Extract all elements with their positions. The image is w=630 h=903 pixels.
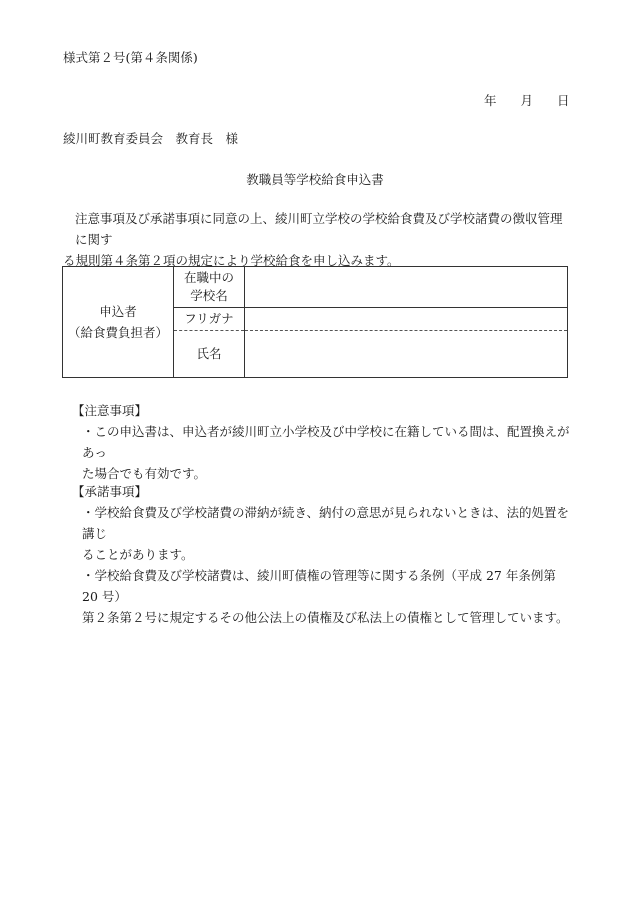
form-number: 様式第２号(第４条関係) [63,50,198,65]
applicant-label-cell [63,267,174,378]
intro-paragraph [63,208,573,271]
notes-section [72,400,572,484]
name-field[interactable] [245,331,568,378]
applicant-sublabel: （給食費負担者） [67,325,168,340]
applicant-label: 申込者 [99,304,137,319]
document-title: 教職員等学校給食申込書 [246,172,384,187]
furigana-label: フリガナ [174,308,245,331]
date-month-label: 月 [520,93,534,108]
addressee: 綾川町教育委員会 教育長 様 [63,131,239,146]
date-day-label: 日 [557,93,570,108]
name-label: 氏名 [174,331,245,378]
notes-heading: 【注意事項】 [72,403,148,418]
school-label-line-1: 在職中の [183,270,234,285]
consent-item-1-line-2: ることがあります。 [82,547,194,562]
consent-item-2-line-2: 第２条第２号に規定するその他公法上の債権及び私法上の債権として管理しています。 [82,610,569,625]
intro-line-1: 注意事項及び承諾事項に同意の上、綾川町立学校の学校給食費及び学校諸費の徴収管理に関す [75,211,563,247]
consent-item-2-line-1: ・学校給食費及び学校諸費は、綾川町債権の管理等に関する条例（平成 27 年条例第 20 号） [82,568,556,604]
notes-item-1-line-2: た場合でも有効です。 [82,466,207,481]
school-label-cell [174,267,245,308]
school-label-line-2: 学校名 [190,288,228,303]
consent-heading: 【承諾事項】 [72,484,148,499]
furigana-field[interactable] [245,308,568,331]
school-name-field[interactable] [245,267,568,308]
notes-item-1-line-1: ・この申込書は、申込者が綾川町立小学校及び中学校に在籍している間は、配置換えがあっ [82,424,570,460]
date-line [484,91,570,109]
date-year-label: 年 [484,93,497,108]
consent-item-1-line-1: ・学校給食費及び学校諸費の滞納が続き、納付の意思が見られないときは、法的処置を講じ [82,505,570,541]
application-table [62,266,568,378]
consent-section [72,481,572,628]
intro-line-2: る規則第４条第２項の規定により学校給食を申し込みます。 [63,253,400,268]
